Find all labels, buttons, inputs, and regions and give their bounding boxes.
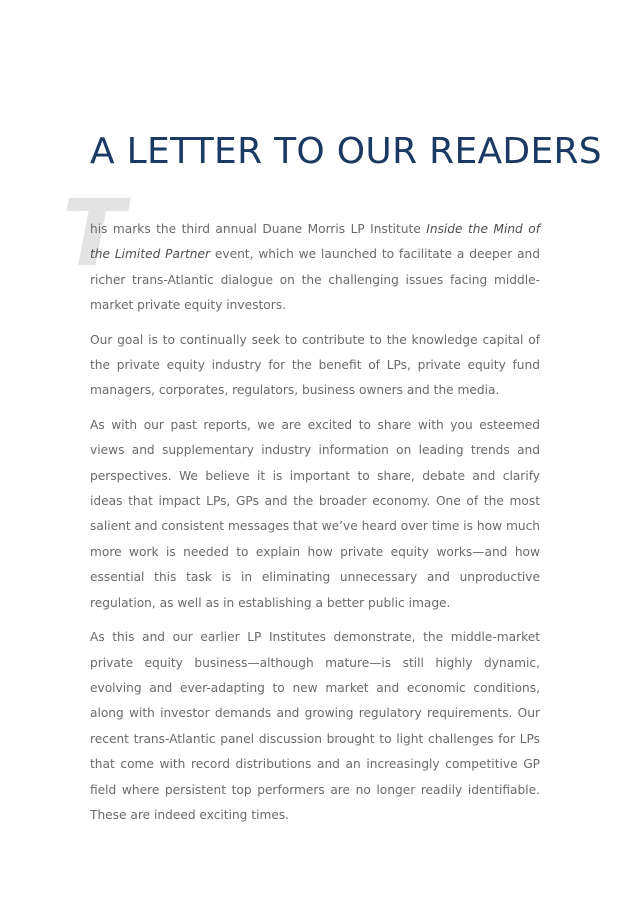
paragraph-goal: Our goal is to continually seek to contribute to the knowledge capital of the private equity industry for the benefit of LPs, private equity fund managers, corporates, regulators, business owners and the media.: [90, 332, 540, 398]
drop-cap-letter: T: [62, 180, 125, 287]
letter-body: [90, 217, 540, 837]
page-title: A LETTER TO OUR READERS: [90, 131, 602, 172]
paragraph-intro-text-end: event, which we launched to facilitate a deeper and richer trans-Atlantic dialogue on the challenging issues facing middle-market private equity investors.: [90, 247, 540, 313]
event-name: Inside the Mind of the Limited Partner: [90, 222, 540, 262]
paragraph-intro-text-start: his marks the third annual Duane Morris LP Institute: [90, 222, 427, 236]
paragraph-reports: As with our past reports, we are excited to share with you esteemed views and supplementary industry information on leading trends and perspectives. We believe it is important to share, debate and clarify ideas that impact LPs, GPs and the broader economy. One of the most salient and consistent messages that we’ve heard over time is how much more work is needed to explain how private equity works—and how essential this task is in eliminating unnecessary and unproductive regulation, as well as in establishing a better public image.: [90, 417, 540, 610]
paragraph-institutes: As this and our earlier LP Institutes demonstrate, the middle-market private equity business—although mature—is still highly dynamic, evolving and ever-adapting to new market and economic conditions, along with investor demands and growing regulatory requirements. Our recent trans-Atlantic panel discussion brought to light challenges for LPs that come with record distributions and an increasingly competitive GP field where persistent top performers are no longer readily identifiable. These are indeed exciting times.: [90, 630, 540, 822]
paragraph-intro: [90, 217, 540, 319]
